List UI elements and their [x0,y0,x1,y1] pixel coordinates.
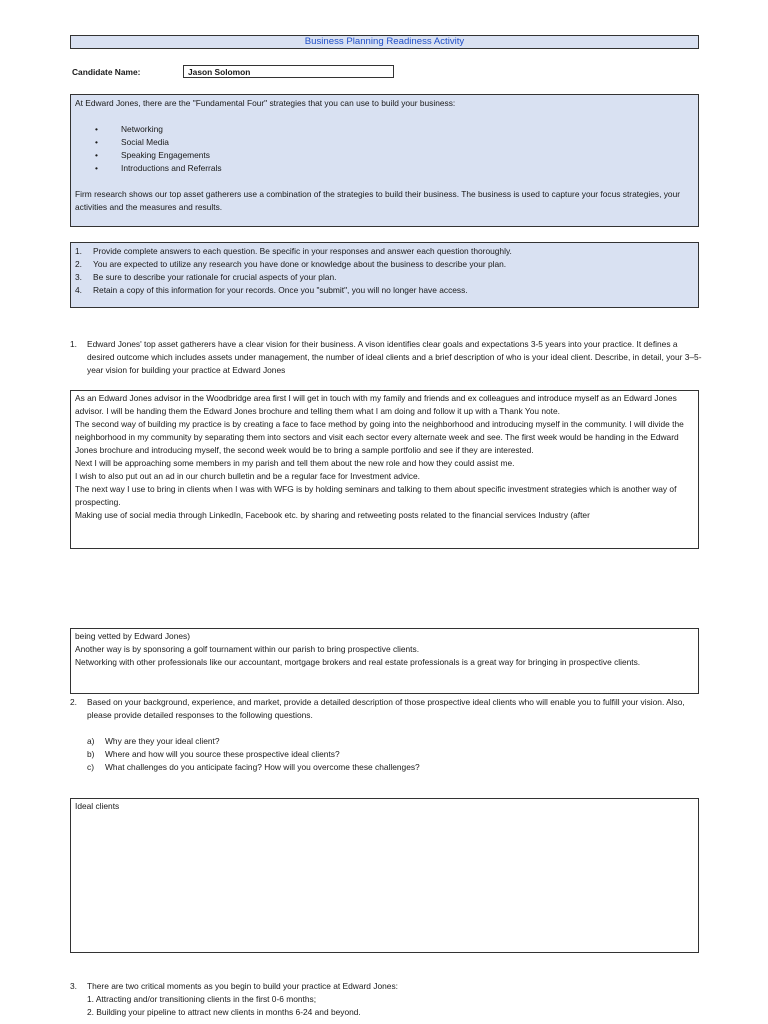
answer-paragraph: The second way of building my practice is by creating a face to face method by going into the neighborhood and introducing myself in the community. I will divide the neighborhood in my community by separating them into sectors and visit each sector every alternate week and see. The first week would be handing in the Edward Jones brochure and introducing myself, the second week would be to bring a sample portfolio and see if they are interested. [75,419,684,455]
intro-box [70,94,699,227]
question-3: 3. There are two critical moments as you begin to build your practice at Edward Jones: 1. Attracting and/or transitioning clients in the first 0-6 months; 2. Building your pipeline to attract new clients in months 6-24 and beyond. [70,980,702,1019]
page-title: Business Planning Readiness Activity [70,35,699,49]
question-2-answer-field[interactable] [70,798,699,953]
question-2-text: Based on your background, experience, and market, provide a detailed description of those prospective ideal clients who will enable you to fulfill your vision. Also, please provide detailed responses to the following questions. [87,697,685,720]
strategy-item: • Social Media [75,136,694,149]
question-1-text: Edward Jones' top asset gatherers have a clear vision for their business. A vison identifies clear goals and expectations 3-5 years into your practice. It defines a desired outcome which includes assets under management, the number of ideal clients and a brief description of who is your ideal client. Describe, in detail, your 3–5-year vision for building your practice at Edward Jones [87,339,702,375]
candidate-name-field[interactable]: Jason Solomon [183,65,394,78]
answer-paragraph: The next way I use to bring in clients when I was with WFG is by holding seminars and talking to them about specific investment strategies which is another way of prospecting. [75,484,677,507]
instruction-item: 3. Be sure to describe your rationale for crucial aspects of your plan. [75,272,337,282]
answer-paragraph: being vetted by Edward Jones) [75,631,190,641]
answer-paragraph: Next I will be approaching some members in my parish and tell them about the new role and how they could assist me. [75,458,515,468]
answer-paragraph: Making use of social media through LinkedIn, Facebook etc. by sharing and retweeting posts related to the financial services Industry (after [75,510,590,520]
answer-paragraph: I wish to also put out an ad in our church bulletin and be a regular face for Investment advice. [75,471,420,481]
intro-closing: Firm research shows our top asset gatherers use a combination of the strategies to build their business. The business is used to capture your focus strategies, your activities and the measures and results. [75,189,681,212]
subquestion: c) What challenges do you anticipate facing? How will you overcome these challenges? [87,762,420,772]
answer-paragraph: Networking with other professionals like our accountant, mortgage brokers and real estate professionals is a great way for bringing in prospective clients. [75,657,641,667]
subquestion: b) Where and how will you source these prospective ideal clients? [87,749,340,759]
answer-paragraph: Another way is by sponsoring a golf tournament within our parish to bring prospective clients. [75,644,420,654]
question-1-answer-field[interactable] [70,390,699,549]
instructions-box [70,242,699,308]
strategy-item: • Introductions and Referrals [75,162,694,175]
question-3-text: There are two critical moments as you begin to build your practice at Edward Jones: [87,981,398,991]
strategy-item: • Speaking Engagements [75,149,694,162]
subquestion: a) Why are they your ideal client? [87,736,220,746]
strategy-item: • Networking [75,123,694,136]
question-2: 2. Based on your background, experience, and market, provide a detailed description of those prospective ideal clients who will enable you to fulfill your vision. Also, please provide detailed responses to the following questions. a) Why are they your ideal client? b) Where and how will you source these prospective ideal clients? c) What challenges do you anticipate facing? How will you overcome these challenges? [70,696,702,774]
instruction-item: 4. Retain a copy of this information for your records. Once you "submit", you will no longer have access. [75,285,468,295]
answer-paragraph: As an Edward Jones advisor in the Woodbridge area first I will get in touch with my family and friends and ex colleagues and introduce myself as an Edward Jones advisor. I will be handing them the Edward Jones brochure and telling them what I am doing and follow it up with a Thank You note. [75,393,677,416]
answer-paragraph: Ideal clients [75,801,120,811]
question-3-item: 1. Attracting and/or transitioning clients in the first 0-6 months; [87,994,317,1004]
question-3-item: 2. Building your pipeline to attract new clients in months 6-24 and beyond. [87,1007,361,1017]
question-1: 1. Edward Jones' top asset gatherers have a clear vision for their business. A vison identifies clear goals and expectations 3-5 years into your practice. It defines a desired outcome which includes assets under management, the number of ideal clients and a brief description of who is your ideal client. Describe, in detail, your 3–5-year vision for building your practice at Edward Jones [70,339,702,375]
question-1-answer-continued[interactable] [70,628,699,694]
strategy-list [75,123,694,175]
candidate-name-label: Candidate Name: [72,67,141,77]
instruction-item: 1. Provide complete answers to each question. Be specific in your responses and answer each question thoroughly. [75,246,512,256]
intro-lead: At Edward Jones, there are the "Fundamental Four" strategies that you can use to build your business: [75,98,456,108]
question-2-subquestions [70,735,702,774]
instruction-item: 2. You are expected to utilize any research you have done or knowledge about the business to describe your plan. [75,259,507,269]
